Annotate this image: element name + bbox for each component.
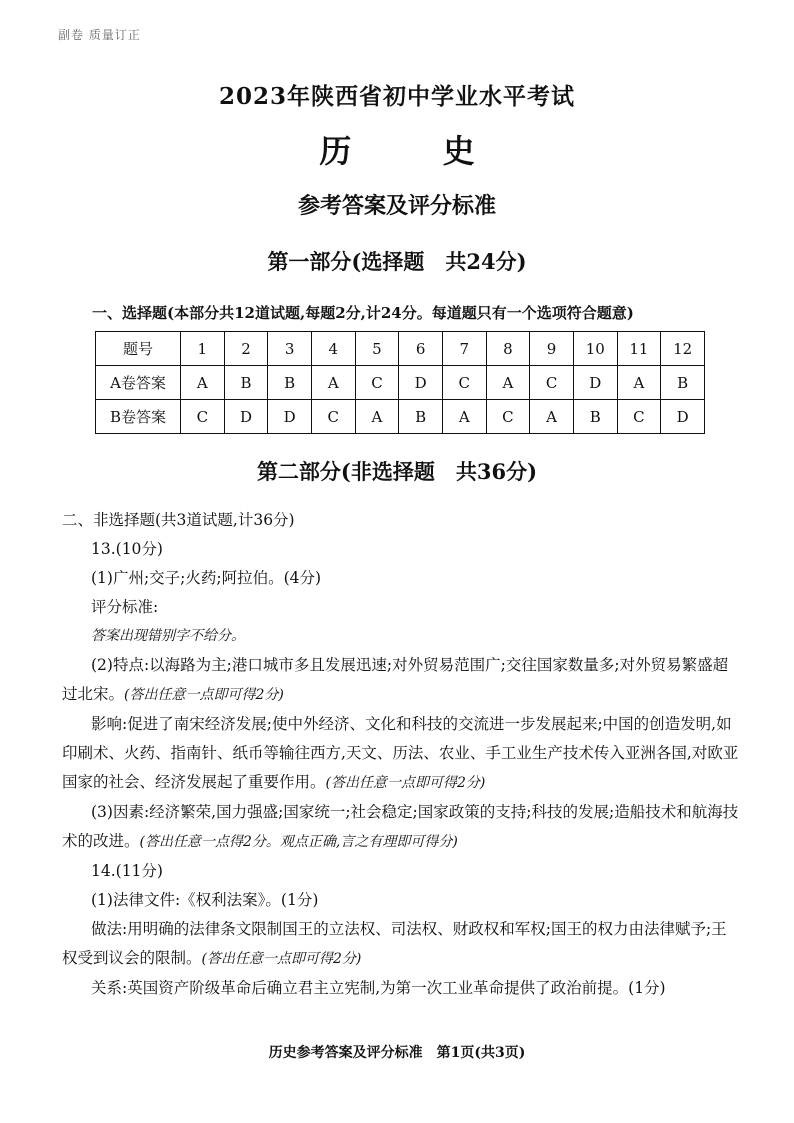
question-number: 10 [573,332,617,366]
answer-cell: A [355,400,399,434]
answer-cell: C [486,400,530,434]
paper-a-answer-row [96,366,705,400]
q13-criteria-label: 评分标准: [91,598,159,616]
answer-cell: A [530,400,574,434]
question-number: 1 [181,332,225,366]
page-footer: 历史参考答案及评分标准 第1页(共3页) [268,1045,526,1061]
question-number: 5 [355,332,399,366]
non-choice-section-title: 二、非选择题(共3道试题,计36分) [62,511,295,529]
q13-answer-2 [62,651,742,710]
answer-cell: A [181,366,225,400]
answer-cell: A [486,366,530,400]
question-number-row [96,332,705,366]
q13-impact-note: (答出任意一点即可得2分) [325,775,486,791]
q13-impact-text: 影响:促进了南宋经济发展;使中外经济、文化和科技的交流进一步发展起来;中国的创造发明,如印刷术、火药、指南针、纸币等输往西方,天文、历法、农业、手工业生产技术传入亚洲各国,对欧亚国家的社会、经济发展起了重要作用。 [62,715,739,791]
paper-b-answer-row [96,400,705,434]
answer-cell: C [617,400,661,434]
part-two-title: 第二部分(非选择题 共36分) [256,459,538,484]
answer-cell: C [530,366,574,400]
answer-cell: A [311,366,355,400]
q14-method [62,915,742,974]
row-label: A卷答案 [96,366,181,400]
q13-answer-2-note: (答出任意一点即可得2分) [124,687,284,703]
answer-cell: D [224,400,268,434]
answer-cell: D [268,400,312,434]
q13-answer-1: (1)广州;交子;火药;阿拉伯。(4分) [91,569,322,587]
answer-cell: C [442,366,486,400]
q14-relation: 关系:英国资产阶级革命后确立君主立宪制,为第一次工业革命提供了政治前提。(1分) [91,979,666,997]
subject-title: 历 史 [319,132,515,170]
q13-answer-2-text: (2)特点:以海路为主;港口城市多且发展迅速;对外贸易范围广;交往国家数量多;对外贸易繁盛超过北宋。 [62,656,729,703]
q13-criteria-note: 答案出现错别字不给分。 [91,628,245,644]
answer-cell: B [661,366,705,400]
q13-answer-3 [62,798,742,857]
multiple-choice-section-title: 一、选择题(本部分共12道试题,每题2分,计24分。每道题只有一个选项符合题意) [92,304,634,322]
question-number: 7 [442,332,486,366]
question-number: 3 [268,332,312,366]
answer-key-table [95,331,705,434]
q13-answer-3-note: (答出任意一点得2分。观点正确,言之有理即可得分) [139,834,458,850]
question-number: 4 [311,332,355,366]
question-14-heading: 14.(11分) [91,862,163,880]
q14-method-note: (答出任意一点即可得2分) [201,951,362,967]
answer-body [62,506,742,1003]
answer-cell: C [311,400,355,434]
answer-cell: B [268,366,312,400]
question-number: 2 [224,332,268,366]
document-subtitle: 参考答案及评分标准 [297,193,496,219]
answer-cell: B [399,400,443,434]
q13-answer-3-text: (3)因素:经济繁荣,国力强盛;国家统一;社会稳定;国家政策的支持;科技的发展;造船技术和航海技术的改进。 [62,803,739,850]
question-number: 9 [530,332,574,366]
q14-method-text: 做法:用明确的法律条文限制国王的立法权、司法权、财政权和军权;国王的权力由法律赋予;王权受到议会的限制。 [62,920,727,967]
question-number: 12 [661,332,705,366]
answer-cell: D [399,366,443,400]
answer-cell: B [224,366,268,400]
row-label: 题号 [96,332,181,366]
row-label: B卷答案 [96,400,181,434]
question-number: 8 [486,332,530,366]
q14-answer-1: (1)法律文件:《权利法案》。(1分) [91,891,319,909]
question-number: 6 [399,332,443,366]
answer-cell: C [355,366,399,400]
answer-cell: D [661,400,705,434]
q13-impact [62,710,742,798]
answer-cell: D [573,366,617,400]
question-number: 11 [617,332,661,366]
answer-cell: B [573,400,617,434]
part-one-title: 第一部分(选择题 共24分) [267,249,527,274]
exam-title: 2023年陕西省初中学业水平考试 [218,83,575,110]
corner-mark: 副卷 质量订正 [58,28,141,42]
answer-cell: A [617,366,661,400]
question-13-heading: 13.(10分) [91,540,163,558]
answer-cell: A [442,400,486,434]
answer-cell: C [181,400,225,434]
